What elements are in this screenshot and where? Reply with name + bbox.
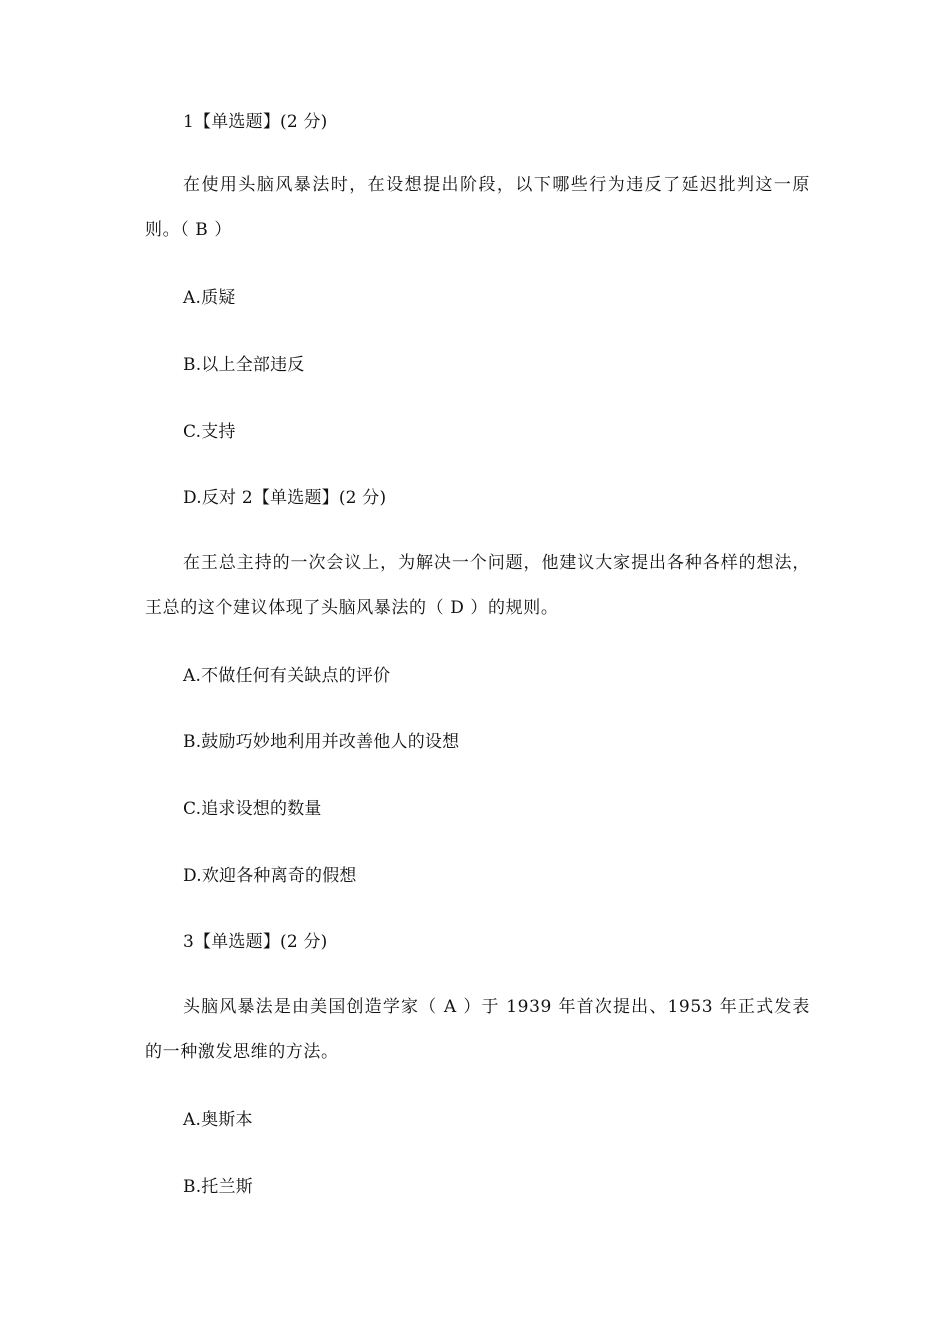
question-1-option-c: C.支持	[183, 422, 236, 442]
question-1-option-a: A.质疑	[183, 288, 236, 308]
question-2-option-d: D.欢迎各种离奇的假想	[183, 866, 357, 886]
question-2-option-c: C.追求设想的数量	[183, 799, 322, 819]
question-2-option-a: A.不做任何有关缺点的评价	[183, 666, 391, 686]
question-3-option-a: A.奥斯本	[183, 1110, 253, 1130]
question-1-header: 1【单选题】(2 分)	[183, 112, 328, 132]
question-3-stem: 头脑风暴法是由美国创造学家（ A ）于 1939 年首次提出、1953 年正式发表的一种激发思维的方法。	[145, 997, 810, 1062]
question-2-option-b: B.鼓励巧妙地利用并改善他人的设想	[183, 732, 460, 752]
question-3-option-b: B.托兰斯	[183, 1177, 253, 1197]
question-1-option-b: B.以上全部违反	[183, 355, 305, 375]
question-2-stem: 在王总主持的一次会议上，为解决一个问题，他建议大家提出各种各样的想法，王总的这个建议体现了头脑风暴法的（ D ）的规则。	[145, 553, 810, 618]
question-1-stem: 在使用头脑风暴法时，在设想提出阶段，以下哪些行为违反了延迟批判这一原则。（ B ）	[145, 175, 810, 240]
question-1-option-d: D.反对 2【单选题】(2 分)	[183, 488, 387, 508]
question-3-header: 3【单选题】(2 分)	[183, 932, 328, 952]
